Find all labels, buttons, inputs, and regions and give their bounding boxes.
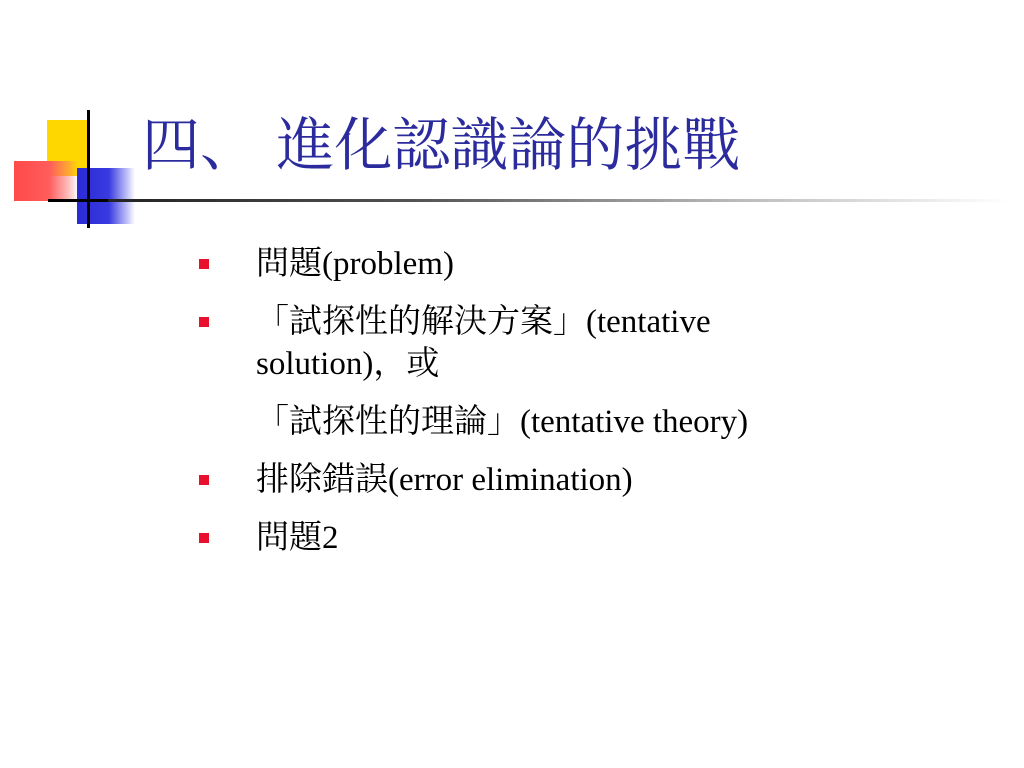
bullet-list [196, 238, 996, 564]
bullet-square-icon [199, 475, 209, 485]
bullet-square-icon [199, 533, 209, 543]
list-item-text: 問題(problem) [256, 246, 454, 282]
decorative-vertical-line [87, 110, 90, 228]
decorative-blue-square [77, 168, 135, 224]
list-item-text: 「試探性的解決方案」(tentative [256, 304, 711, 340]
list-item [196, 238, 996, 290]
bullet-square-icon [199, 317, 209, 327]
list-item-text-continued: solution)，或 [256, 346, 440, 382]
list-item-continuation [196, 396, 996, 448]
list-item-text: 「試探性的理論」(tentative theory) [256, 404, 749, 440]
decorative-red-bar [14, 161, 78, 201]
decorative-horizontal-line [48, 199, 108, 202]
title-underline-rule [108, 199, 1008, 202]
list-item-text: 排除錯誤(error elimination) [256, 462, 633, 498]
list-item [196, 454, 996, 506]
bullet-square-icon [199, 259, 209, 269]
slide-title: 四、 進化認識論的挑戰 [142, 111, 741, 179]
list-item-text: 問題2 [256, 520, 339, 556]
list-item [196, 296, 996, 390]
list-item [196, 512, 996, 564]
